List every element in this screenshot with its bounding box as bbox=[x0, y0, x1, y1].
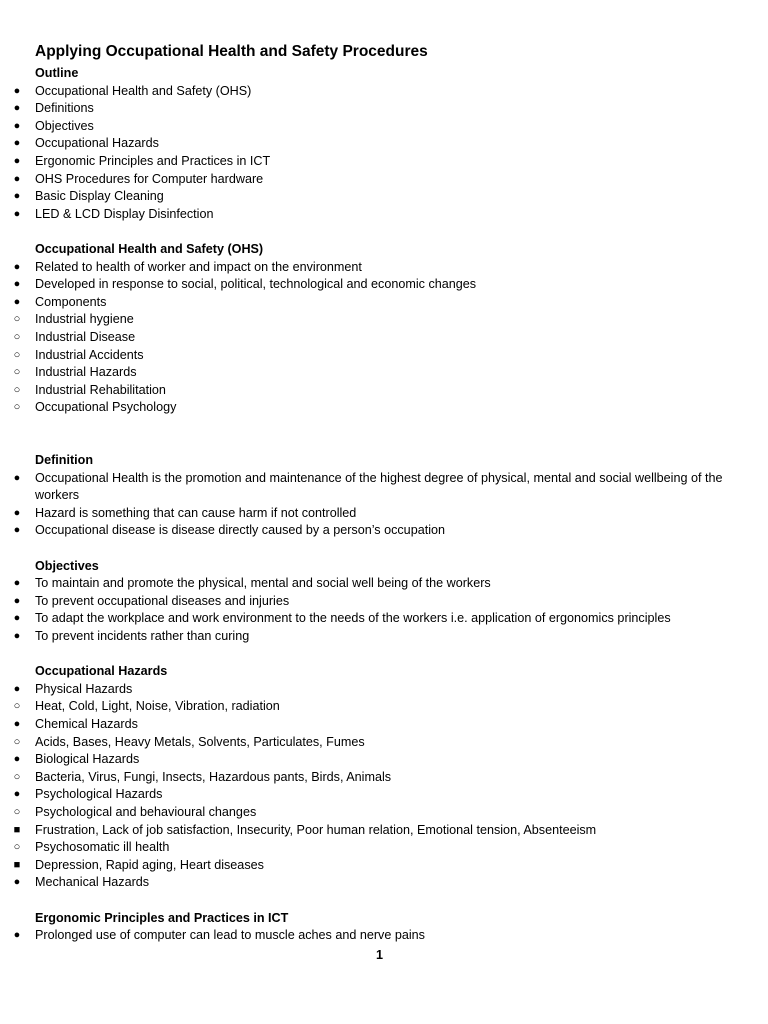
section-heading-row bbox=[0, 241, 768, 259]
bullet-marker: ● bbox=[13, 876, 21, 889]
list-item bbox=[0, 294, 768, 312]
blank-line bbox=[0, 223, 768, 241]
list-item-text: Industrial Disease bbox=[35, 329, 136, 344]
bullet-marker: ● bbox=[13, 753, 21, 766]
bullet-marker: ● bbox=[13, 524, 21, 537]
list-item-text: Industrial hygiene bbox=[35, 312, 134, 327]
list-item bbox=[0, 311, 768, 329]
list-item-text: Occupational Psychology bbox=[35, 400, 177, 415]
bullet-marker: ○ bbox=[13, 401, 21, 414]
list-item bbox=[0, 681, 768, 699]
list-item bbox=[0, 276, 768, 294]
blank-line bbox=[0, 646, 768, 664]
bullet-marker: ● bbox=[13, 137, 21, 150]
list-item bbox=[0, 839, 768, 857]
list-item-text: Related to health of worker and impact on the environment bbox=[35, 259, 362, 274]
list-item-text: Bacteria, Virus, Fungi, Insects, Hazardous pants, Birds, Animals bbox=[35, 769, 392, 784]
bullet-marker: ● bbox=[13, 682, 21, 695]
list-item-text: Acids, Bases, Heavy Metals, Solvents, Particulates, Fumes bbox=[35, 734, 365, 749]
bullet-marker: ● bbox=[13, 154, 21, 167]
bullet-marker: ● bbox=[13, 278, 21, 291]
list-item bbox=[0, 153, 768, 171]
list-item-text: Ergonomic Principles and Practices in ICT bbox=[35, 153, 271, 168]
blank-line bbox=[0, 417, 768, 452]
blank-line bbox=[0, 892, 768, 910]
bullet-marker: ○ bbox=[13, 805, 21, 818]
list-item-text: Chemical Hazards bbox=[35, 716, 138, 731]
list-item-text: To maintain and promote the physical, mental and social well being of the workers bbox=[35, 576, 491, 591]
list-item bbox=[0, 171, 768, 189]
list-item-text: Depression, Rapid aging, Heart diseases bbox=[35, 857, 264, 872]
list-item-text: To prevent occupational diseases and injuries bbox=[35, 593, 290, 608]
list-item-text: Frustration, Lack of job satisfaction, Insecurity, Poor human relation, Emotional tension, Absenteeism bbox=[35, 822, 597, 837]
bullet-marker: ○ bbox=[13, 348, 21, 361]
list-item-text: To adapt the workplace and work environment to the needs of the workers i.e. application of ergonomics principles bbox=[35, 611, 671, 626]
list-item-text: Physical Hazards bbox=[35, 681, 133, 696]
bullet-marker: ● bbox=[13, 506, 21, 519]
bullet-marker: ○ bbox=[13, 700, 21, 713]
list-item bbox=[0, 927, 768, 945]
list-item-text: Occupational Hazards bbox=[35, 136, 159, 151]
section-heading-row bbox=[0, 65, 768, 83]
list-item bbox=[0, 734, 768, 752]
list-item-text: Hazard is something that can cause harm if not controlled bbox=[35, 505, 357, 520]
document-title: Applying Occupational Health and Safety Procedures bbox=[35, 43, 428, 60]
bullet-marker: ■ bbox=[13, 823, 21, 836]
list-item bbox=[0, 364, 768, 382]
list-item-text: Basic Display Cleaning bbox=[35, 189, 164, 204]
list-item-text: Objectives bbox=[35, 118, 94, 133]
list-item-text: To prevent incidents rather than curing bbox=[35, 629, 250, 643]
bullet-marker: ● bbox=[13, 717, 21, 730]
section-heading: Objectives bbox=[35, 558, 99, 573]
bullet-marker: ● bbox=[13, 190, 21, 203]
list-item-text: Psychological Hazards bbox=[35, 787, 163, 802]
bullet-marker: ○ bbox=[13, 770, 21, 783]
section-heading-row bbox=[0, 910, 768, 928]
bullet-marker: ○ bbox=[13, 330, 21, 343]
list-item-text: Prolonged use of computer can lead to muscle aches and nerve pains bbox=[35, 928, 425, 943]
bullet-marker: ● bbox=[13, 119, 21, 132]
list-item bbox=[0, 786, 768, 804]
section-heading: Outline bbox=[35, 66, 79, 80]
section-heading-row bbox=[0, 452, 768, 470]
list-item bbox=[0, 522, 768, 540]
list-item-text: Definitions bbox=[35, 101, 94, 116]
section-heading: Definition bbox=[35, 453, 94, 468]
list-item-text: Industrial Hazards bbox=[35, 365, 137, 380]
bullet-marker: ● bbox=[13, 577, 21, 590]
list-item-text: Occupational Health is the promotion and maintenance of the highest degree of physical, mental and social wellbeing of the workers bbox=[35, 470, 723, 503]
section-heading: Occupational Health and Safety (OHS) bbox=[35, 241, 264, 256]
list-item bbox=[0, 804, 768, 822]
list-item bbox=[0, 698, 768, 716]
list-item-text: Components bbox=[35, 294, 107, 309]
list-item bbox=[0, 329, 768, 347]
bullet-marker: ● bbox=[13, 207, 21, 220]
bullet-marker: ● bbox=[13, 630, 21, 642]
bullet-marker: ● bbox=[13, 471, 21, 484]
bullet-marker: ○ bbox=[13, 383, 21, 396]
list-item bbox=[0, 100, 768, 118]
list-item bbox=[0, 857, 768, 875]
bullet-marker: ○ bbox=[13, 313, 21, 326]
list-item bbox=[0, 399, 768, 417]
document-body bbox=[0, 65, 768, 945]
list-item bbox=[0, 135, 768, 153]
page-number: 1 bbox=[376, 948, 384, 962]
list-item-text: LED & LCD Display Disinfection bbox=[35, 206, 214, 221]
bullet-marker: ● bbox=[13, 929, 21, 942]
bullet-marker: ● bbox=[13, 594, 21, 607]
bullet-marker: ● bbox=[13, 260, 21, 273]
list-item bbox=[0, 259, 768, 277]
list-item-text: OHS Procedures for Computer hardware bbox=[35, 171, 264, 186]
list-item bbox=[0, 628, 768, 646]
bullet-marker: ○ bbox=[13, 735, 21, 748]
list-item-text: Occupational Health and Safety (OHS) bbox=[35, 83, 252, 98]
list-item-text: Biological Hazards bbox=[35, 752, 140, 767]
list-item-text: Heat, Cold, Light, Noise, Vibration, radiation bbox=[35, 699, 280, 714]
list-item bbox=[0, 118, 768, 136]
list-item bbox=[0, 206, 768, 224]
list-item bbox=[0, 83, 768, 101]
bullet-marker: ● bbox=[13, 295, 21, 308]
list-item bbox=[0, 593, 768, 611]
list-item-text: Occupational disease is disease directly caused by a person’s occupation bbox=[35, 523, 446, 538]
list-item-text: Psychosomatic ill health bbox=[35, 840, 170, 855]
section-heading-row bbox=[0, 558, 768, 576]
list-item-text: Developed in response to social, political, technological and economic changes bbox=[35, 277, 477, 292]
list-item bbox=[0, 470, 768, 505]
section-heading: Occupational Hazards bbox=[35, 664, 168, 679]
list-item-text: Industrial Accidents bbox=[35, 347, 144, 362]
blank-line bbox=[0, 540, 768, 558]
list-item bbox=[0, 575, 768, 593]
list-item bbox=[0, 874, 768, 892]
list-item-text: Mechanical Hazards bbox=[35, 875, 150, 890]
list-item bbox=[0, 769, 768, 787]
bullet-marker: ● bbox=[13, 788, 21, 801]
bullet-marker: ● bbox=[13, 612, 21, 625]
list-item bbox=[0, 751, 768, 769]
list-item-text: Psychological and behavioural changes bbox=[35, 804, 257, 819]
bullet-marker: ● bbox=[13, 84, 21, 97]
list-item bbox=[0, 822, 768, 840]
bullet-marker: ○ bbox=[13, 366, 21, 379]
section-heading: Ergonomic Principles and Practices in ICT bbox=[35, 910, 289, 925]
bullet-marker: ● bbox=[13, 102, 21, 115]
list-item-text: Industrial Rehabilitation bbox=[35, 382, 166, 397]
list-item bbox=[0, 347, 768, 365]
bullet-marker: ■ bbox=[13, 858, 21, 871]
bullet-marker: ● bbox=[13, 172, 21, 185]
section-heading-row bbox=[0, 663, 768, 681]
bullet-marker: ○ bbox=[13, 841, 21, 854]
list-item bbox=[0, 610, 768, 628]
list-item bbox=[0, 382, 768, 400]
list-item bbox=[0, 716, 768, 734]
list-item bbox=[0, 188, 768, 206]
list-item bbox=[0, 505, 768, 523]
